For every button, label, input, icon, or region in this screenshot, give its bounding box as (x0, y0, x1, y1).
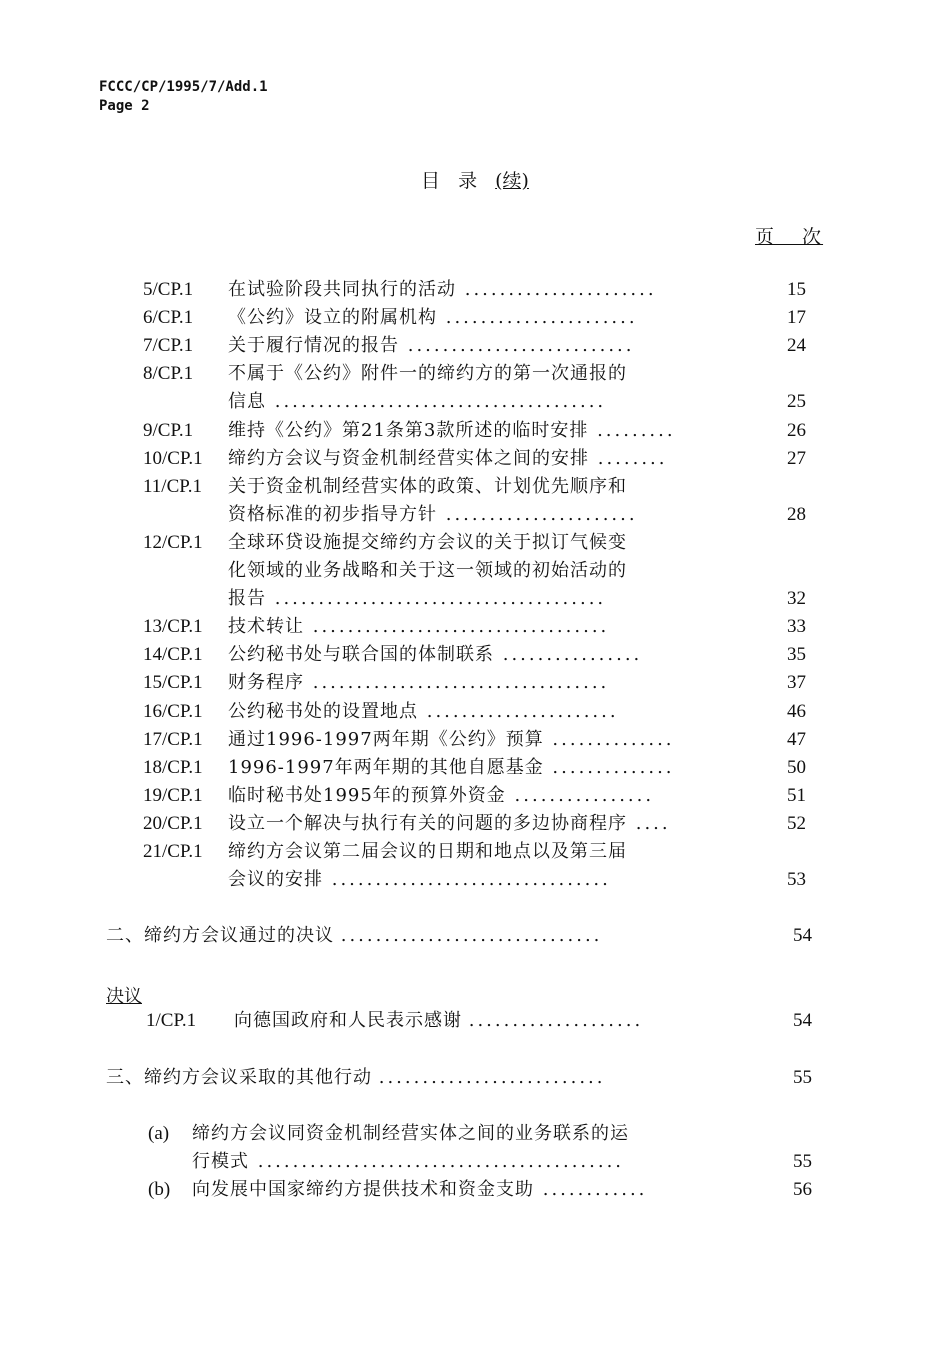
item-page-number: 56 (793, 1179, 812, 1200)
decision-number: 19/CP.1 (143, 784, 203, 806)
decision-title: 《公约》设立的附属机构 ...................... (228, 307, 638, 329)
entry-page-number: 33 (787, 616, 806, 638)
toc-entry-line (143, 641, 763, 669)
entry-page-number: 25 (787, 391, 806, 413)
leader-dots: .......................... (399, 335, 635, 357)
toc-entry-line (143, 585, 763, 613)
leader-dots: .................................. (304, 672, 610, 694)
decision-title: 维持《公约》第21条第3款所述的临时安排 ......... (228, 419, 676, 441)
action-item-line (148, 1148, 768, 1176)
decision-number: 12/CP.1 (143, 531, 203, 553)
leader-dots: ...................... (418, 700, 619, 722)
toc-entry-line (143, 866, 763, 894)
decision-title: 设立一个解决与执行有关的问题的多边协商程序 .... (228, 812, 671, 834)
item-marker: (b) (148, 1179, 171, 1200)
action-item-text: 向发展中国家缔约方提供技术和资金支助 ............ (192, 1179, 648, 1200)
leader-dots: ................ (494, 644, 643, 666)
decision-title: 公约秘书处与联合国的体制联系 ................ (228, 644, 643, 666)
decision-number: 6/CP.1 (143, 307, 194, 329)
leader-dots: .............. (543, 728, 675, 750)
decision-title: 关于履行情况的报告 .......................... (228, 335, 635, 357)
entry-page-number: 24 (787, 335, 806, 357)
entry-page-number: 46 (787, 700, 806, 722)
leader-dots: ........ (589, 447, 668, 469)
decision-number: 18/CP.1 (143, 756, 203, 778)
leader-dots: .... (627, 812, 671, 834)
toc-entry-line (143, 838, 763, 866)
decision-number: 13/CP.1 (143, 616, 203, 638)
decision-title: 1996-1997年两年期的其他自愿基金 .............. (228, 756, 675, 778)
toc-entry-line (143, 754, 763, 782)
toc-entry-line (143, 782, 763, 810)
leader-dots: ...................................... (266, 391, 607, 413)
leader-dots: ............ (534, 1179, 648, 1200)
decision-1-row (146, 1007, 766, 1035)
decision-number: 8/CP.1 (143, 363, 194, 385)
leader-dots: ...................... (437, 307, 638, 329)
decision-title: 资格标准的初步指导方针 ...................... (228, 503, 638, 525)
decision-title: 通过1996-1997两年期《公约》预算 .............. (228, 728, 675, 750)
toc-entry-line (143, 726, 763, 754)
toc-entry-line (143, 669, 763, 697)
entry-page-number: 28 (787, 503, 806, 525)
decision-title: 关于资金机制经营实体的政策、计划优先顺序和 (228, 475, 627, 497)
leader-dots: .............. (543, 756, 675, 778)
entry-page-number: 15 (787, 279, 806, 300)
entry-page-number: 50 (787, 756, 806, 778)
toc-entry-line (143, 388, 763, 416)
decision-title: 财务程序 .................................. (228, 672, 610, 694)
entry-page-number: 26 (787, 419, 806, 441)
toc-entry-line (143, 304, 763, 332)
decision-number: 16/CP.1 (143, 700, 203, 722)
toc-entry-line (143, 613, 763, 641)
toc-title-main: 目 录 (421, 170, 496, 192)
toc-entry-line (143, 501, 763, 529)
item-page-number: 55 (793, 1151, 812, 1172)
document-header (99, 78, 268, 116)
toc-entry-line (143, 360, 763, 388)
toc-entry-line (143, 698, 763, 726)
decision-title: 化领域的业务战略和关于这一领域的初始活动的 (228, 560, 627, 581)
decision-number: 15/CP.1 (143, 672, 203, 694)
decision-title: 会议的安排 ................................ (228, 869, 611, 891)
toc-title-continued: (续) (495, 170, 529, 192)
entry-page-number: 35 (787, 644, 806, 666)
section-3-page: 55 (793, 1067, 812, 1088)
toc-entry-line (143, 332, 763, 360)
action-item-text: 缔约方会议同资金机制经营实体之间的业务联系的运 (192, 1123, 629, 1144)
decision-title: 缔约方会议与资金机制经营实体之间的安排 ........ (228, 447, 668, 469)
leader-dots: .......................................... (249, 1151, 625, 1172)
action-item-line (148, 1176, 768, 1204)
toc-entry-line (143, 445, 763, 473)
decision-title: 缔约方会议第二届会议的日期和地点以及第三届 (228, 841, 627, 862)
action-item-line (148, 1120, 768, 1148)
page-number: Page 2 (99, 98, 150, 114)
section-2-page: 54 (793, 925, 812, 946)
page-column-label: 页 次 (755, 226, 824, 248)
decision-1-page: 54 (793, 1010, 812, 1031)
decision-title: 公约秘书处的设置地点 ...................... (228, 700, 619, 722)
decision-number: 5/CP.1 (143, 279, 194, 300)
toc-entry-line (143, 557, 763, 585)
section-2-label: 二、缔约方会议通过的决议 .............................. (106, 925, 603, 946)
decision-title: 不属于《公约》附件一的缔约方的第一次通报的 (228, 363, 627, 385)
entry-page-number: 53 (787, 869, 806, 891)
action-item-text: 行模式 .......................................... (192, 1151, 625, 1172)
decision-title: 临时秘书处1995年的预算外资金 ................ (228, 784, 655, 806)
leader-dots: .................................. (304, 616, 610, 638)
entry-page-number: 51 (787, 784, 806, 806)
entry-page-number: 32 (787, 588, 806, 610)
entry-page-number: 17 (787, 307, 806, 329)
leader-dots: ......... (588, 419, 676, 441)
decision-title: 报告 ...................................... (228, 588, 607, 610)
decision-number: 17/CP.1 (143, 728, 203, 750)
decision-1-number: 1/CP.1 (146, 1010, 197, 1031)
toc-entry-line (143, 529, 763, 557)
entry-page-number: 27 (787, 447, 806, 469)
decision-number: 9/CP.1 (143, 419, 194, 441)
decision-number: 20/CP.1 (143, 812, 203, 834)
toc-entry-line (143, 417, 763, 445)
decision-number: 11/CP.1 (143, 475, 202, 497)
decision-number: 21/CP.1 (143, 841, 203, 862)
leader-dots: ................ (505, 784, 655, 806)
leader-dots: ................................ (323, 869, 611, 891)
toc-title (0, 166, 950, 193)
decision-title: 全球环贷设施提交缔约方会议的关于拟订气候变 (228, 531, 627, 553)
decision-title: 在试验阶段共同执行的活动 ...................... (228, 279, 657, 300)
decision-title: 技术转让 .................................. (228, 616, 610, 638)
section-3-label: 三、缔约方会议采取的其他行动 .......................... (106, 1067, 606, 1088)
item-marker: (a) (148, 1123, 170, 1144)
leader-dots: ...................................... (266, 588, 607, 610)
toc-entry-line (143, 276, 763, 304)
decision-number: 10/CP.1 (143, 447, 203, 469)
leader-dots: ...................... (456, 279, 657, 300)
toc-entry-line (143, 810, 763, 838)
decision-number: 14/CP.1 (143, 644, 203, 666)
decision-number: 7/CP.1 (143, 335, 194, 357)
leader-dots: ...................... (437, 503, 638, 525)
toc-entry-line (143, 473, 763, 501)
entry-page-number: 37 (787, 672, 806, 694)
decision-heading: 决议 (106, 986, 142, 1007)
entry-page-number: 47 (787, 728, 806, 750)
decision-1-text: 向德国政府和人民表示感谢 .................... (234, 1010, 644, 1031)
entry-page-number: 52 (787, 812, 806, 834)
doc-symbol: FCCC/CP/1995/7/Add.1 (99, 79, 268, 95)
decision-title: 信息 ...................................... (228, 391, 607, 413)
